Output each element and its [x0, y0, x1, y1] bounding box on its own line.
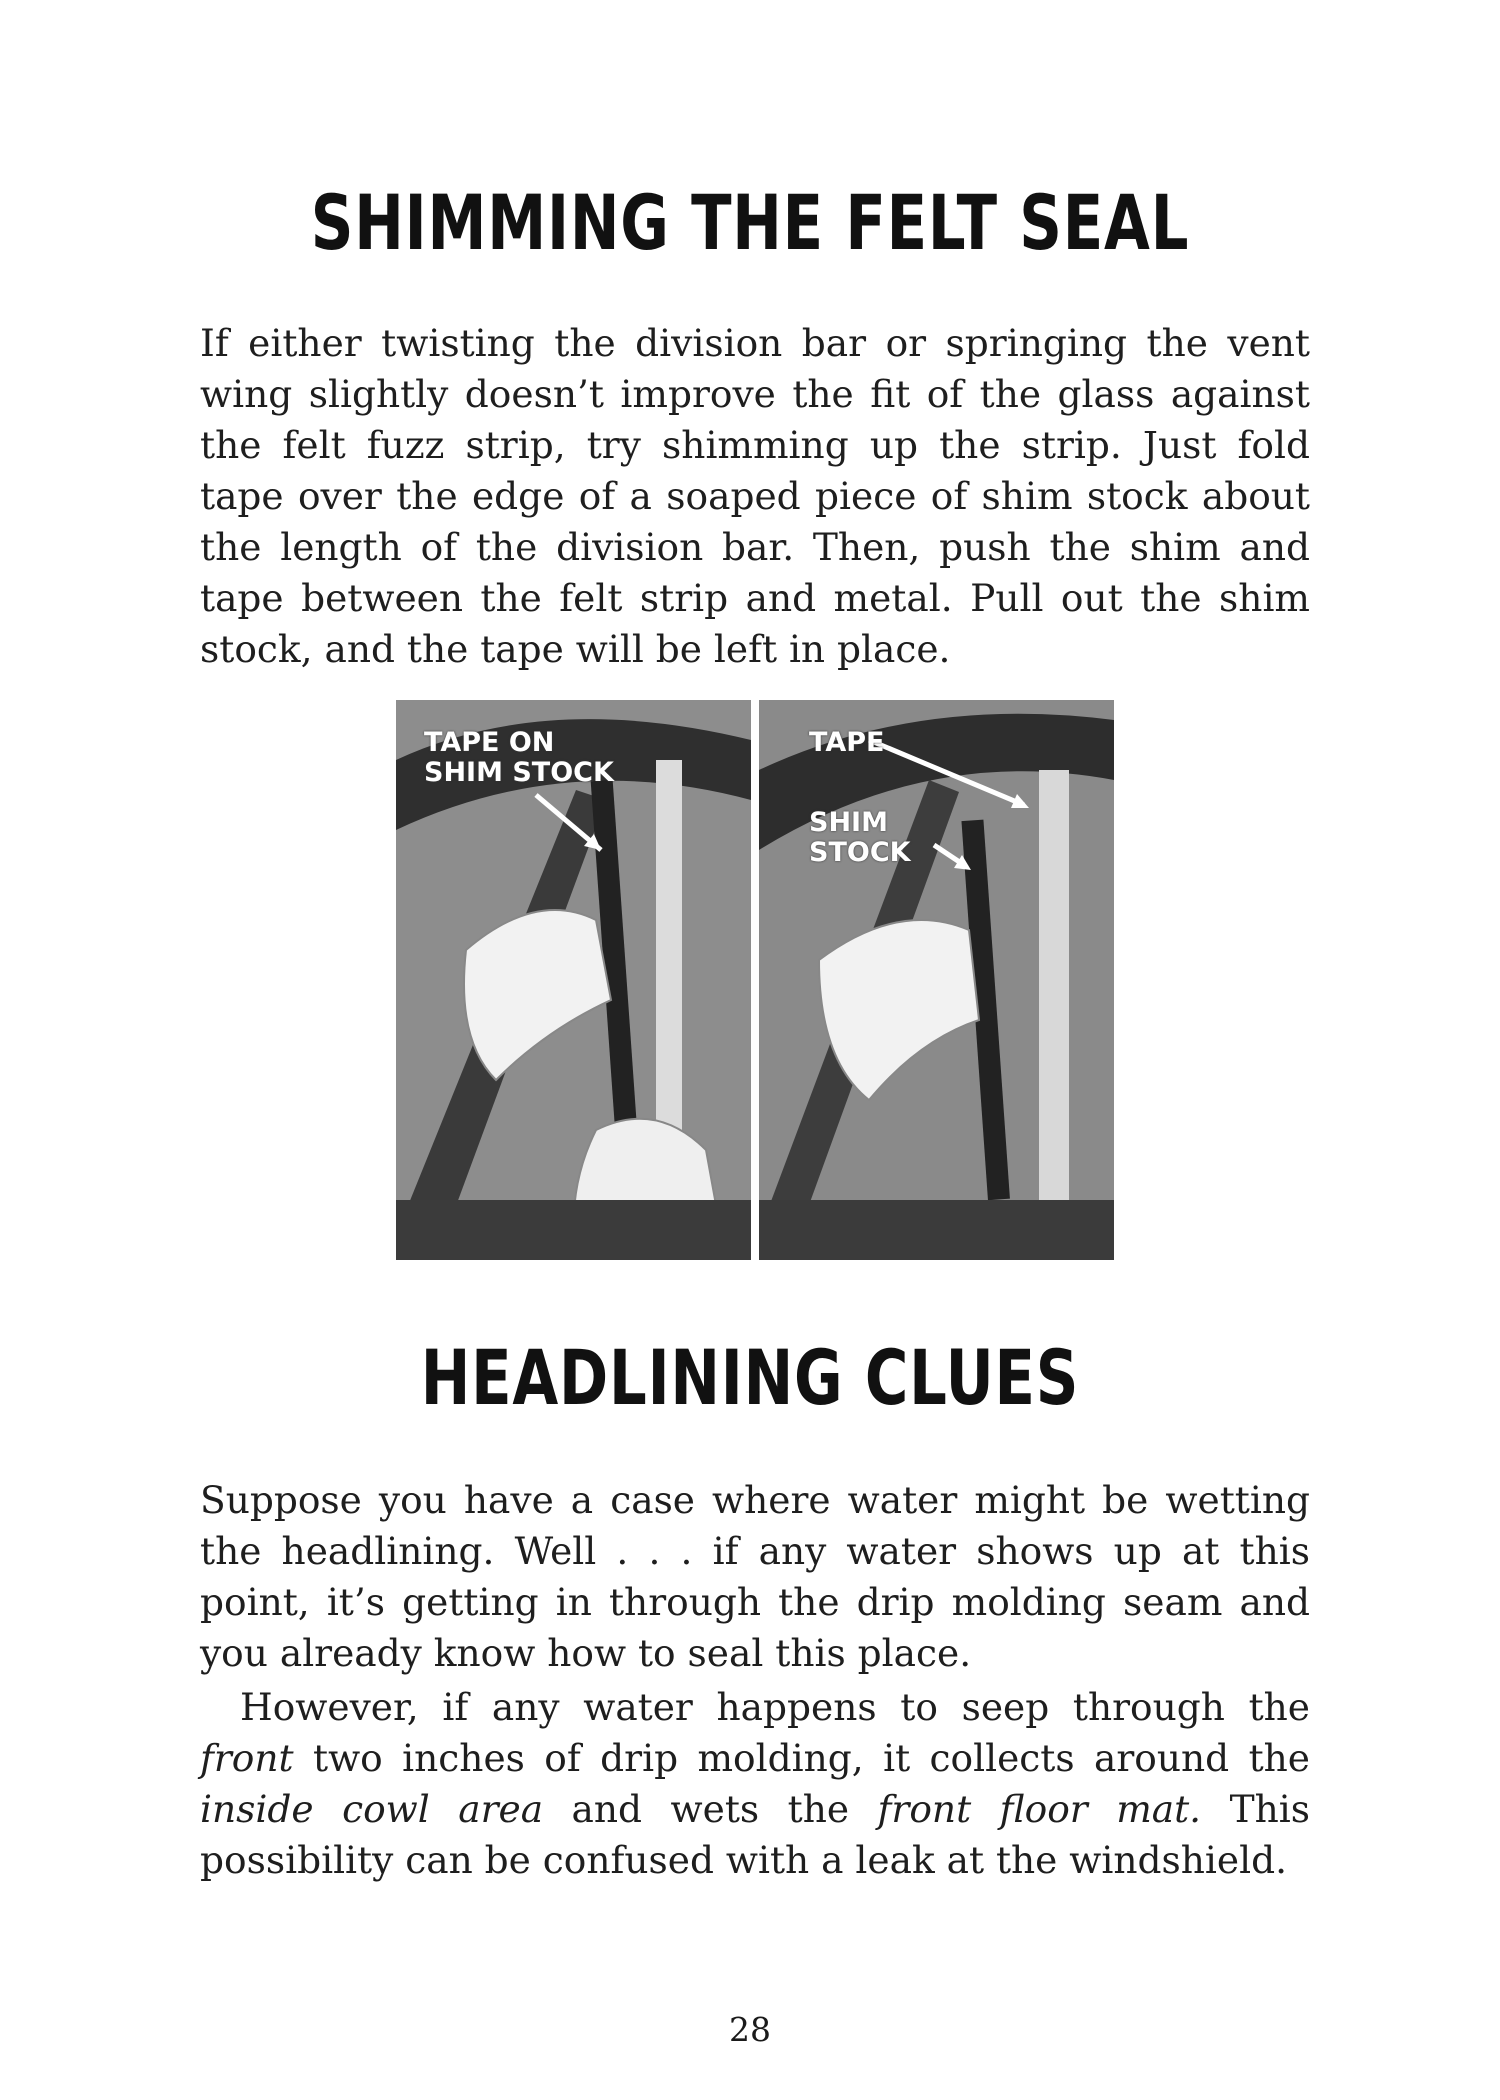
section-heading-headlining: HEADLINING CLUES	[420, 1333, 1080, 1422]
callout-line-shim: SHIM	[809, 807, 888, 838]
callout-shim-stock	[809, 808, 911, 868]
emphasis-front-floor-mat: front floor mat.	[877, 1787, 1202, 1831]
photo-pair	[396, 700, 1114, 1260]
emphasis-inside-cowl-area: inside cowl area	[200, 1787, 544, 1831]
paragraph-2-text-c: and wets the	[543, 1787, 878, 1831]
emphasis-front: front	[200, 1736, 294, 1780]
callout-tape: TAPE	[809, 727, 885, 758]
callout-line-shim-stock: SHIM STOCK	[424, 757, 614, 788]
photo-tape-and-shim	[759, 700, 1114, 1260]
paragraph-headlining-1: Suppose you have a case where water might be wetting the headlining. Well . . . if any water shows up at this point, it’s getting in through the drip molding seam and you already know how to seal this place.	[200, 1478, 1310, 1675]
paragraph-2-text-a: However, if any water happens to seep through the	[240, 1685, 1310, 1729]
callout-line-tape-on: TAPE ON	[424, 727, 555, 758]
paragraph-headlining-2	[200, 1682, 1310, 1886]
photo-tape-on-shim-stock	[396, 700, 751, 1260]
section-heading-shimming: SHIMMING THE FELT SEAL	[310, 178, 1190, 267]
page-number: 28	[729, 2010, 771, 2049]
callout-tape-on-shim-stock	[424, 728, 614, 788]
paragraph-shimming: If either twisting the division bar or springing the vent wing slightly doesn’t improve the fit of the glass against the felt fuzz strip, try shimming up the strip. Just fold tape over the edge of a soaped piece of shim stock about the length of the division bar. Then, push the shim and tape between the felt strip and metal. Pull out the shim stock, and the tape will be left in place.	[200, 321, 1310, 671]
paragraph-2-text-d: This possibility can be confused with a leak at the windshield.	[200, 1787, 1310, 1882]
photo-illustration-right	[759, 700, 1114, 1260]
callout-line-stock: STOCK	[809, 837, 911, 868]
paragraph-2-text-b: two inches of drip molding, it collects around the	[293, 1736, 1310, 1780]
